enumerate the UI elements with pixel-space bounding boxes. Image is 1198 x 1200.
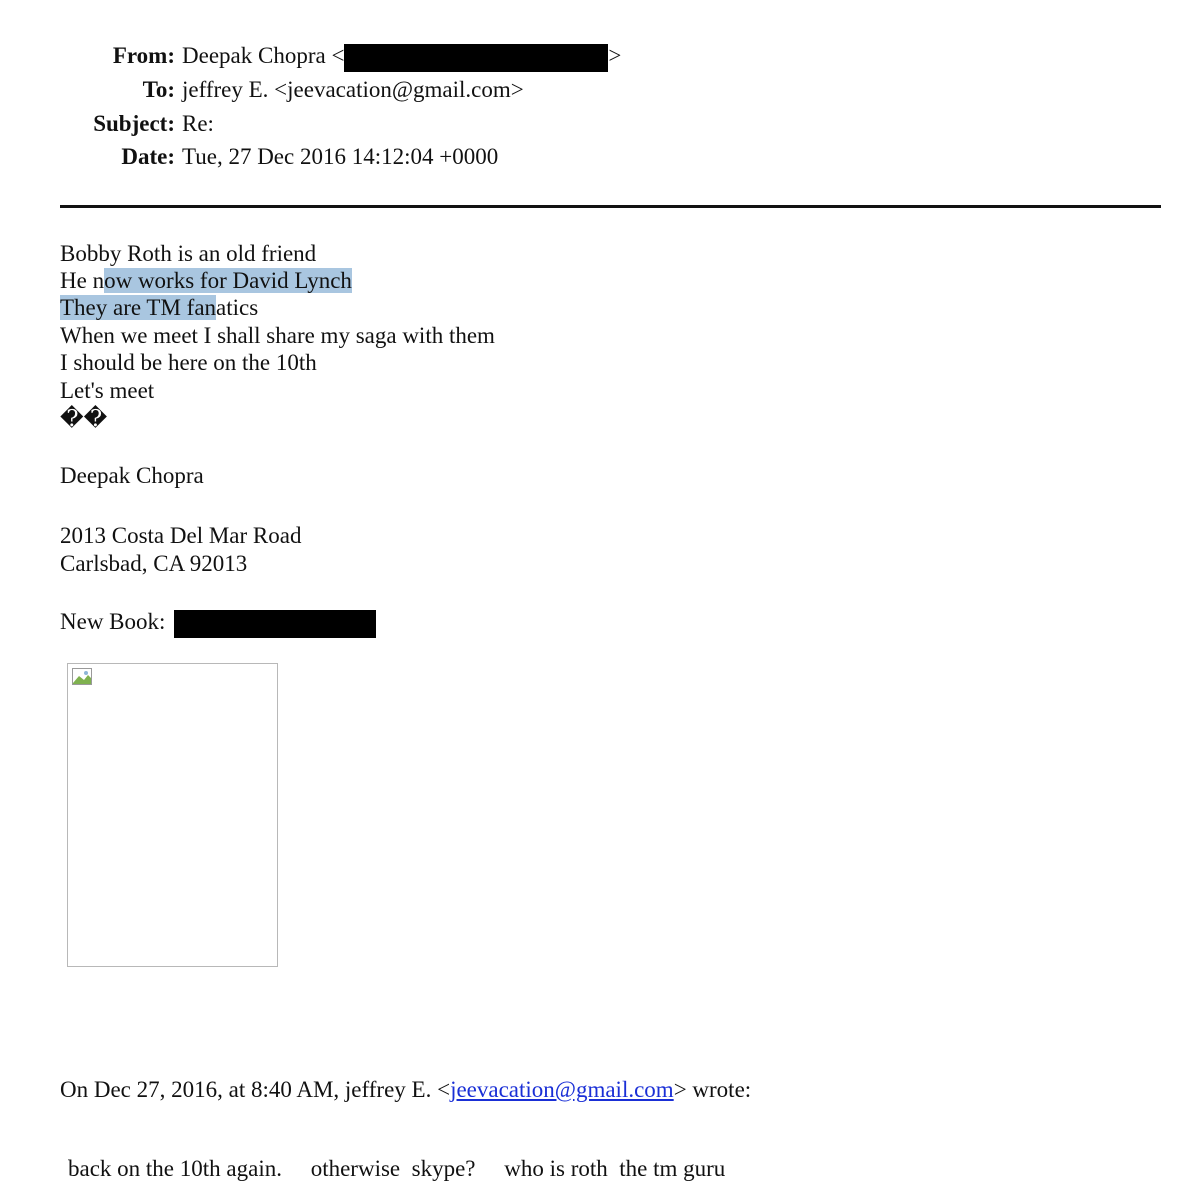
- quoted-message-text: back on the 10th again. otherwise skype? who is roth the tm guru: [68, 1156, 726, 1181]
- quote-intro-text: On Dec 27, 2016, at 8:40 AM, jeffrey E. <: [60, 1077, 451, 1102]
- header-subject-row: [0, 110, 214, 138]
- from-close: >: [608, 43, 622, 68]
- email-link[interactable]: jeevacation@gmail.com: [450, 1077, 674, 1102]
- header-to-row: [0, 76, 524, 104]
- broken-image-icon: [72, 668, 94, 686]
- signature-address-line: Carlsbad, CA 92013: [60, 551, 248, 576]
- body-line-glyphs: ��: [60, 406, 108, 431]
- header-from-row: [0, 42, 621, 72]
- date-value: Tue, 27 Dec 2016 14:12:04 +0000: [182, 144, 499, 169]
- subject-value: Re:: [182, 111, 214, 136]
- quoted-message: [68, 1155, 725, 1182]
- body-line: When we meet I shall share my saga with them: [60, 323, 495, 348]
- redaction-bar: [344, 44, 608, 72]
- body-line-highlighted: [60, 267, 352, 294]
- body-line-highlighted: [60, 294, 258, 321]
- to-label: To:: [142, 77, 175, 102]
- signature-name: Deepak Chopra: [60, 463, 204, 488]
- redaction-bar: [174, 610, 376, 638]
- from-label: From:: [112, 43, 175, 68]
- from-value: Deepak Chopra <: [182, 43, 345, 68]
- signature-address-line: 2013 Costa Del Mar Road: [60, 523, 302, 548]
- line-text: atics: [216, 295, 259, 320]
- new-book-label: New Book:: [60, 609, 166, 634]
- new-book-row: [60, 608, 376, 638]
- to-value: jeffrey E. <jeevacation@gmail.com>: [182, 77, 524, 102]
- line-text: He n: [60, 268, 105, 293]
- quote-intro: [60, 1076, 751, 1103]
- broken-image: [67, 663, 278, 967]
- date-label: Date:: [121, 144, 175, 169]
- subject-label: Subject:: [93, 111, 175, 136]
- body-line: I should be here on the 10th: [60, 350, 317, 375]
- body-line: Bobby Roth is an old friend: [60, 241, 317, 266]
- text-selection: ow works for David Lynch: [104, 268, 352, 293]
- header-divider: [60, 205, 1161, 208]
- quote-intro-text: > wrote:: [673, 1077, 752, 1102]
- body-line: Let's meet: [60, 378, 155, 403]
- text-selection: They are TM fan: [60, 295, 217, 320]
- header-date-row: [0, 143, 498, 171]
